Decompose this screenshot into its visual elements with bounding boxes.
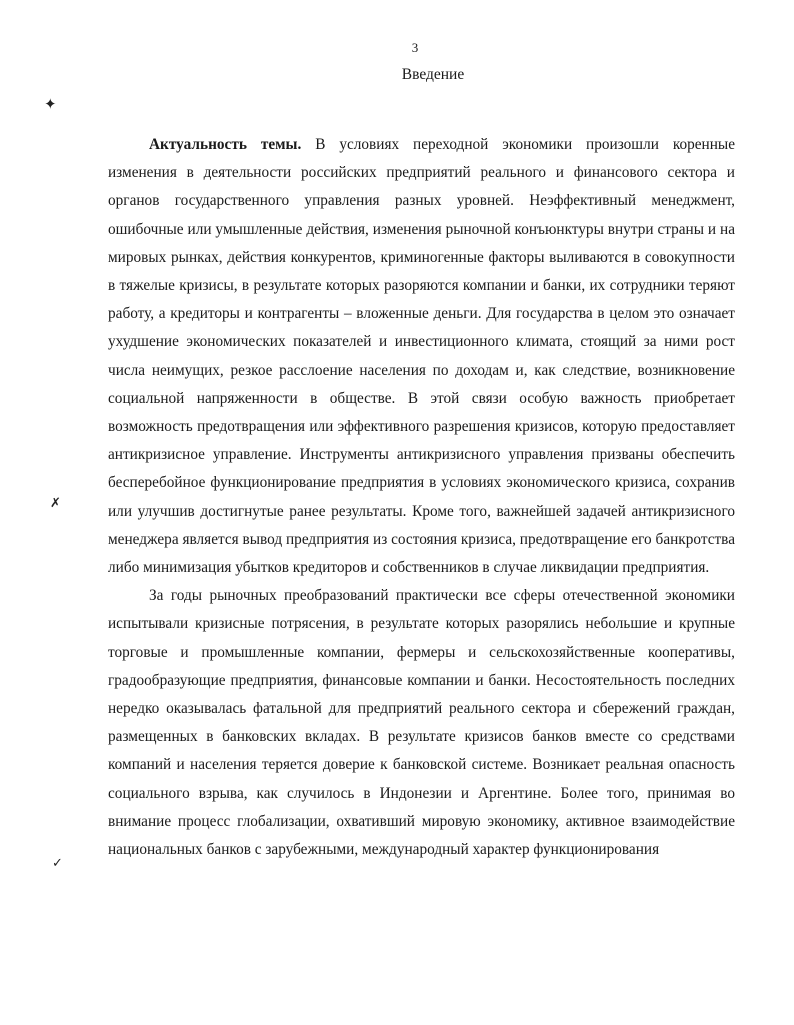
paragraph-text: За годы рыночных преобразований практически все сферы отечественной экономики испытывали кризисные потрясения, в результате которых разорялись небольшие и крупные торговые и промышленные компании, фермеры и сельскохозяйственные кооперативы, градообразующие предприятия, финансовые компании и банки. Несостоятельность последних нередко оказывалась фатальной для предприятий реального сектора и сбережений граждан, размещенных в банковских вкладах. В результате кризисов банков вместе со средствами компаний и населения теряется доверие к банковской системе. Возникает реальная опасность социального взрыва, как случилось в Индонезии и Аргентине. Более того, принимая во внимание процесс глобализации, охвативший мировую экономику, активное взаимодействие национальных банков с зарубежными, международный характер функционирования bbox=[108, 587, 735, 859]
body-text bbox=[108, 131, 735, 864]
page-number: 3 bbox=[411, 40, 419, 55]
paragraph-lead-heading: Актуальность темы. bbox=[149, 136, 302, 153]
paragraph-text: В условиях переходной экономики произошли коренные изменения в деятельности российских предприятий реального и финансового сектора и органов государственного управления разных уровней. Неэффективный менеджмент, ошибочные или умышленные действия, изменения рыночной конъюнктуры внутри страны и на мировых рынках, действия конкурентов, криминогенные факторы выливаются в совокупности в тяжелые кризисы, в результате которых разоряются компании и банки, их сотрудники теряют работу, а кредиторы и контрагенты – вложенные деньги. Для государства в целом это означает ухудшение экономических показателей и инвестиционного климата, стоящий за ними рост числа неимущих, резкое расслоение населения по доходам и, как следствие, возникновение социальной напряженности в обществе. В этой связи особую важность приобретает возможность предотвращения или эффективного разрешения кризисов, которую предоставляет антикризисное управление. Инструменты антикризисного управления призваны обеспечить бесперебойное функционирование предприятия в условиях экономического кризиса, сохранив или улучшив достигнутые ранее результаты. Кроме того, важнейшей задачей антикризисного менеджера является вывод предприятия из состояния кризиса, предотвращение его банкротства либо минимизация убытков кредиторов и собственников в случае ликвидации предприятия. bbox=[108, 136, 735, 577]
margin-check-mark-icon: ✓ bbox=[52, 855, 63, 870]
paragraph-relevance bbox=[108, 131, 735, 582]
paragraph-market-reforms bbox=[108, 582, 735, 864]
margin-cross-mark-icon: ✗ bbox=[50, 495, 61, 510]
margin-star-mark-icon: ✦ bbox=[44, 97, 57, 113]
section-title: Введение bbox=[401, 66, 465, 83]
